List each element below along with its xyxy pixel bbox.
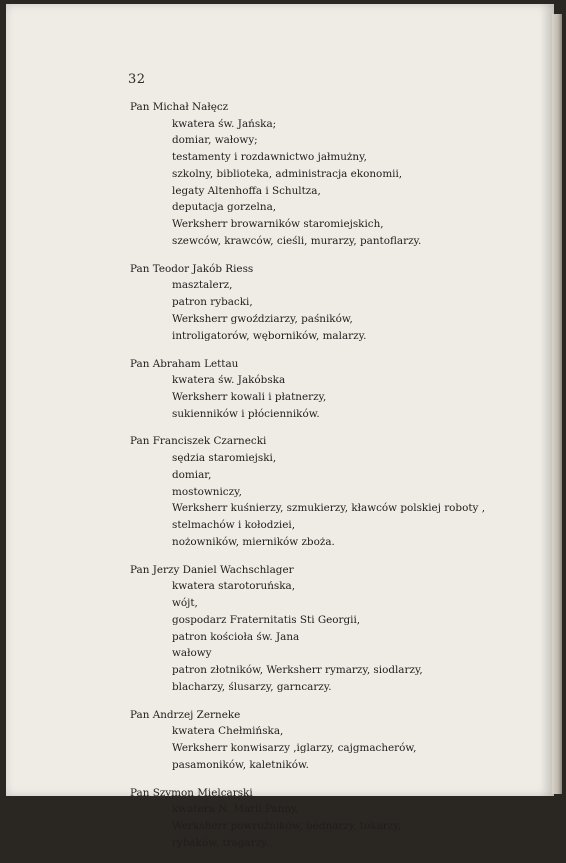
official-name: Pan Jerzy Daniel Wachschlager — [130, 563, 294, 576]
official-name: Pan Teodor Jakób Riess — [130, 262, 254, 275]
page-number: 32 — [128, 72, 146, 87]
page-edge — [552, 14, 562, 794]
official-entry — [130, 99, 530, 250]
official-duty-line: masztalerz, — [172, 279, 233, 292]
official-duty-line: stelmachów i kołodziei, — [172, 519, 296, 532]
official-duty-line: Werksherr kowali i płatnerzy, — [172, 390, 327, 403]
official-duty-line: domiar, — [172, 468, 212, 481]
official-name: Pan Andrzej Zerneke — [130, 708, 241, 721]
official-entry — [130, 707, 530, 774]
official-duty-line: Werksherr gwoździarzy, paśników, — [172, 312, 353, 325]
official-duty-line: Werksherr kuśnierzy, szmukierzy, kławców polskiej roboty , — [172, 502, 485, 515]
official-duty-line: gospodarz Fraternitatis Sti Georgii, — [172, 613, 361, 626]
official-entry — [130, 785, 530, 852]
official-duty-line: Werksherr konwisarzy ,iglarzy, cajgmacherów, — [172, 742, 417, 755]
official-duty-line: sędzia staromiejski, — [172, 451, 277, 464]
official-name: Pan Szymon Mielcarski — [130, 786, 253, 799]
official-entry — [130, 433, 530, 550]
official-duty-line: kwatera św. Jańska; — [172, 117, 277, 130]
official-entry — [130, 261, 530, 345]
official-duty-line: pasamoników, kaletników. — [172, 758, 309, 771]
official-entry — [130, 562, 530, 696]
official-duty-line: nożowników, mierników zboża. — [172, 535, 335, 548]
official-duty-line: kwatera Chełmińska, — [172, 725, 284, 738]
official-duty-line: introligatorów, węborników, malarzy. — [172, 329, 367, 342]
official-duty-line: szewców, krawców, cieśli, murarzy, pantoflarzy. — [172, 235, 422, 248]
official-duty-line: patron rybacki, — [172, 296, 253, 309]
official-duty-line: testamenty i rozdawnictwo jałmużny, — [172, 151, 367, 164]
official-duty-line: mostowniczy, — [172, 485, 242, 498]
official-duty-line: wójt, — [172, 597, 198, 610]
official-duty-line: wałowy — [172, 647, 212, 660]
official-duty-line: deputacja gorzelna, — [172, 201, 277, 214]
official-entry — [130, 356, 530, 423]
official-duty-line: patron kościoła św. Jana — [172, 630, 300, 643]
official-duty-line: kwatera N. Marii Panny, — [172, 803, 299, 816]
official-duty-line: domiar, wałowy; — [172, 134, 258, 147]
official-duty-line: blacharzy, ślusarzy, garncarzy. — [172, 681, 332, 694]
official-duty-line: Werksherr browarników staromiejskich, — [172, 218, 384, 231]
official-duty-line: kwatera starotoruńska, — [172, 580, 296, 593]
official-duty-line: sukienników i płócienników. — [172, 407, 320, 420]
official-duty-line: szkolny, biblioteka, administracja ekonomii, — [172, 167, 403, 180]
official-duty-line: kwatera św. Jakóbska — [172, 374, 286, 387]
official-name: Pan Abraham Lettau — [130, 357, 239, 370]
official-name: Pan Michał Nałęcz — [130, 101, 229, 113]
official-duty-line: rybaków, tragarzy. — [172, 836, 269, 849]
official-duty-line: legaty Altenhoffa i Schultza, — [172, 184, 321, 197]
officials-list — [130, 99, 530, 863]
official-name: Pan Franciszek Czarnecki — [130, 435, 267, 448]
official-duty-line: patron złotników, Werksherr rymarzy, siodlarzy, — [172, 664, 423, 677]
official-duty-line: Werksherr powroźników, bednarzy, tokarzy, — [172, 820, 402, 832]
